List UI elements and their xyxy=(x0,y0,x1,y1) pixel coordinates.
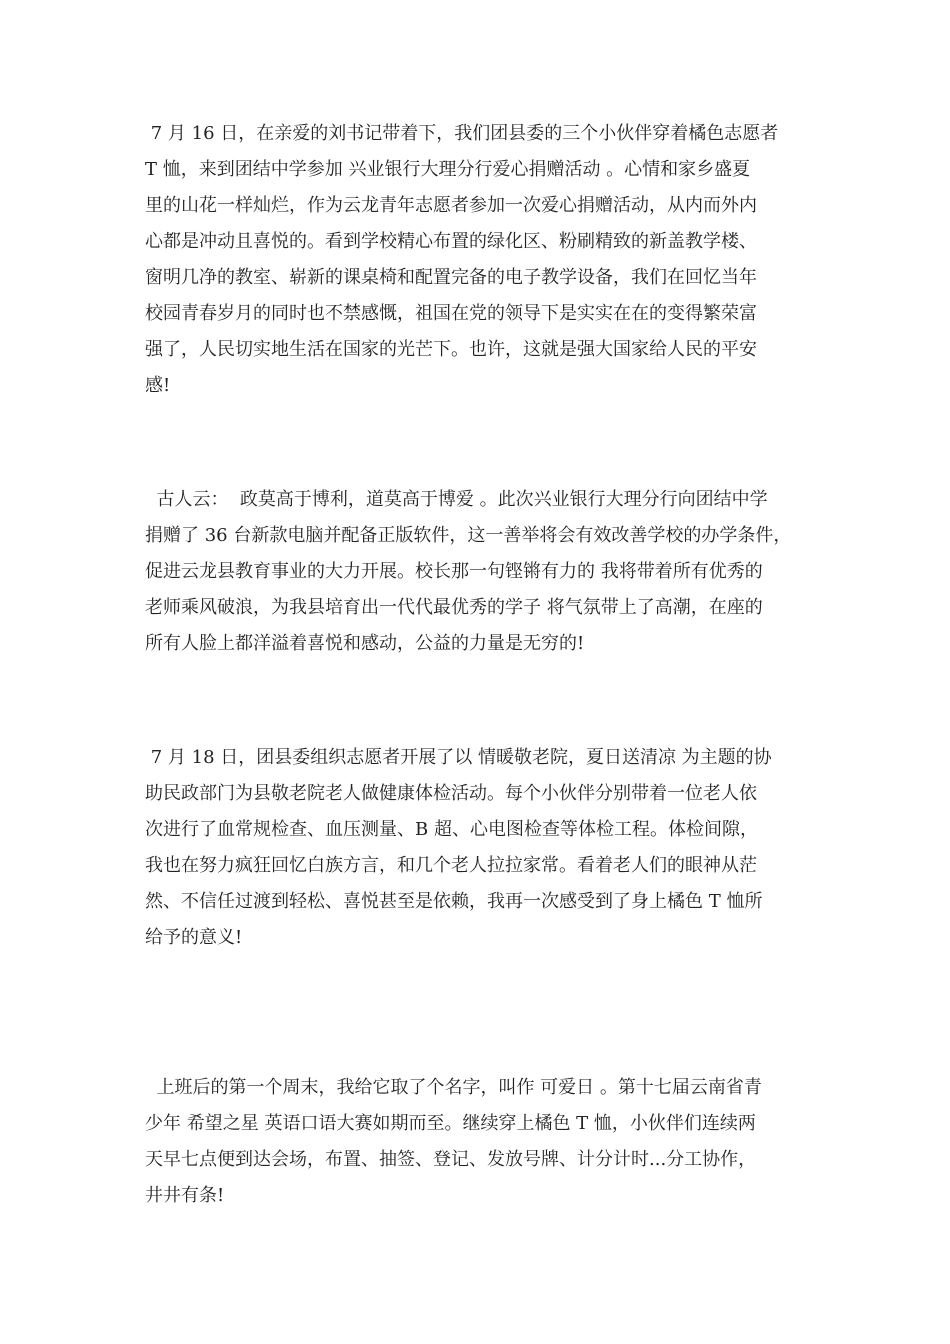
paragraph-volunteer-donation xyxy=(145,116,817,404)
text-line: 7 月 16 日，在亲爱的刘书记带着下，我们团县委的三个小伙伴穿着橘色志愿者 xyxy=(145,123,779,144)
paragraph-computer-donation xyxy=(145,482,817,662)
text-line: 感! xyxy=(145,375,171,396)
text-line: 少年 希望之星 英语口语大赛如期而至。继续穿上橘色 T 恤，小伙伴们连续两 xyxy=(145,1113,756,1134)
text-line: 给予的意义! xyxy=(145,927,243,948)
paragraph-nursing-home-checkup xyxy=(145,740,817,956)
text-line: 校园青春岁月的同时也不禁感慨，祖国在党的领导下是实实在在的变得繁荣富 xyxy=(145,303,757,324)
paragraph-english-contest xyxy=(145,1070,817,1214)
text-line: 老师乘风破浪，为我县培育出一代代最优秀的学子 将气氛带上了高潮，在座的 xyxy=(145,597,763,618)
text-line: 窗明几净的教室、崭新的课桌椅和配置完备的电子教学设备，我们在回忆当年 xyxy=(145,267,757,288)
text-line: 捐赠了 36 台新款电脑并配备正版软件，这一善举将会有效改善学校的办学条件， xyxy=(145,525,792,546)
text-line: 助民政部门为县敬老院老人做健康体检活动。每个小伙伴分别带着一位老人依 xyxy=(145,783,757,804)
text-line: 井井有条! xyxy=(145,1185,225,1206)
text-line: 次进行了血常规检查、血压测量、B 超、心电图检查等体检工程。体检间隙， xyxy=(145,819,758,840)
text-line: 里的山花一样灿烂，作为云龙青年志愿者参加一次爱心捐赠活动，从内而外内 xyxy=(145,195,757,216)
text-line: 我也在努力疯狂回忆白族方言，和几个老人拉拉家常。看着老人们的眼神从茫 xyxy=(145,855,757,876)
text-line: 天早七点便到达会场，布置、抽签、登记、发放号牌、计分计时...分工协作， xyxy=(145,1149,757,1170)
text-line: 然、不信任过渡到轻松、喜悦甚至是依赖，我再一次感受到了身上橘色 T 恤所 xyxy=(145,891,763,912)
text-line: 7 月 18 日，团县委组织志愿者开展了以 情暖敬老院，夏日送清凉 为主题的协 xyxy=(145,747,772,768)
text-line: 上班后的第一个周末，我给它取了个名字，叫作 可爱日 。第十七届云南省青 xyxy=(145,1077,762,1098)
text-line: 强了，人民切实地生活在国家的光芒下。也许，这就是强大国家给人民的平安 xyxy=(145,339,757,360)
text-line: 所有人脸上都洋溢着喜悦和感动，公益的力量是无穷的! xyxy=(145,633,585,654)
text-line: 促进云龙县教育事业的大力开展。校长那一句铿锵有力的 我将带着所有优秀的 xyxy=(145,561,763,582)
text-line: 心都是冲动且喜悦的。看到学校精心布置的绿化区、粉刷精致的新盖教学楼、 xyxy=(145,231,757,252)
text-line: T 恤，来到团结中学参加 兴业银行大理分行爱心捐赠活动 。心情和家乡盛夏 xyxy=(145,159,751,180)
text-line: 古人云： 政莫高于博利，道莫高于博爱 。此次兴业银行大理分行向团结中学 xyxy=(145,489,768,510)
